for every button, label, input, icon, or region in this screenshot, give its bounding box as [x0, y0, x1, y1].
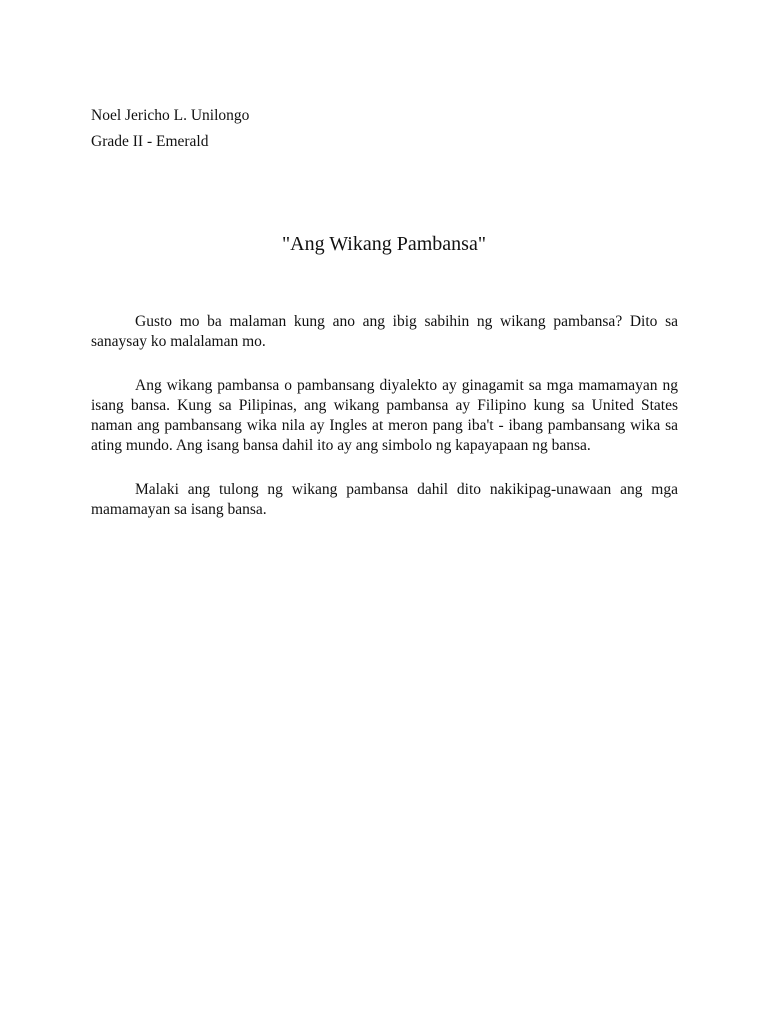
paragraph-1: Gusto mo ba malaman kung ano ang ibig sabihin ng wikang pambansa? Dito sa sanaysay ko malalaman mo.	[91, 313, 678, 350]
document-body	[91, 312, 678, 544]
author-name: Noel Jericho L. Unilongo	[91, 107, 250, 124]
paragraph-2: Ang wikang pambansa o pambansang diyalekto ay ginagamit sa mga mamamayan ng isang bansa. Kung sa Pilipinas, ang wikang pambansa ay Filipino kung sa United States naman ang pambansang wika nila ay Ingles at meron pang iba't - ibang pambansang wika sa ating mundo. Ang isang bansa dahil ito ay ang simbolo ng kapayapaan ng bansa.	[91, 377, 678, 454]
document-header	[91, 103, 249, 155]
paragraph-3: Malaki ang tulong ng wikang pambansa dahil dito nakikipag-unawaan ang mga mamamayan sa isang bansa.	[91, 481, 678, 518]
grade-section: Grade II - Emerald	[91, 133, 209, 150]
document-title: "Ang Wikang Pambansa"	[281, 233, 486, 255]
